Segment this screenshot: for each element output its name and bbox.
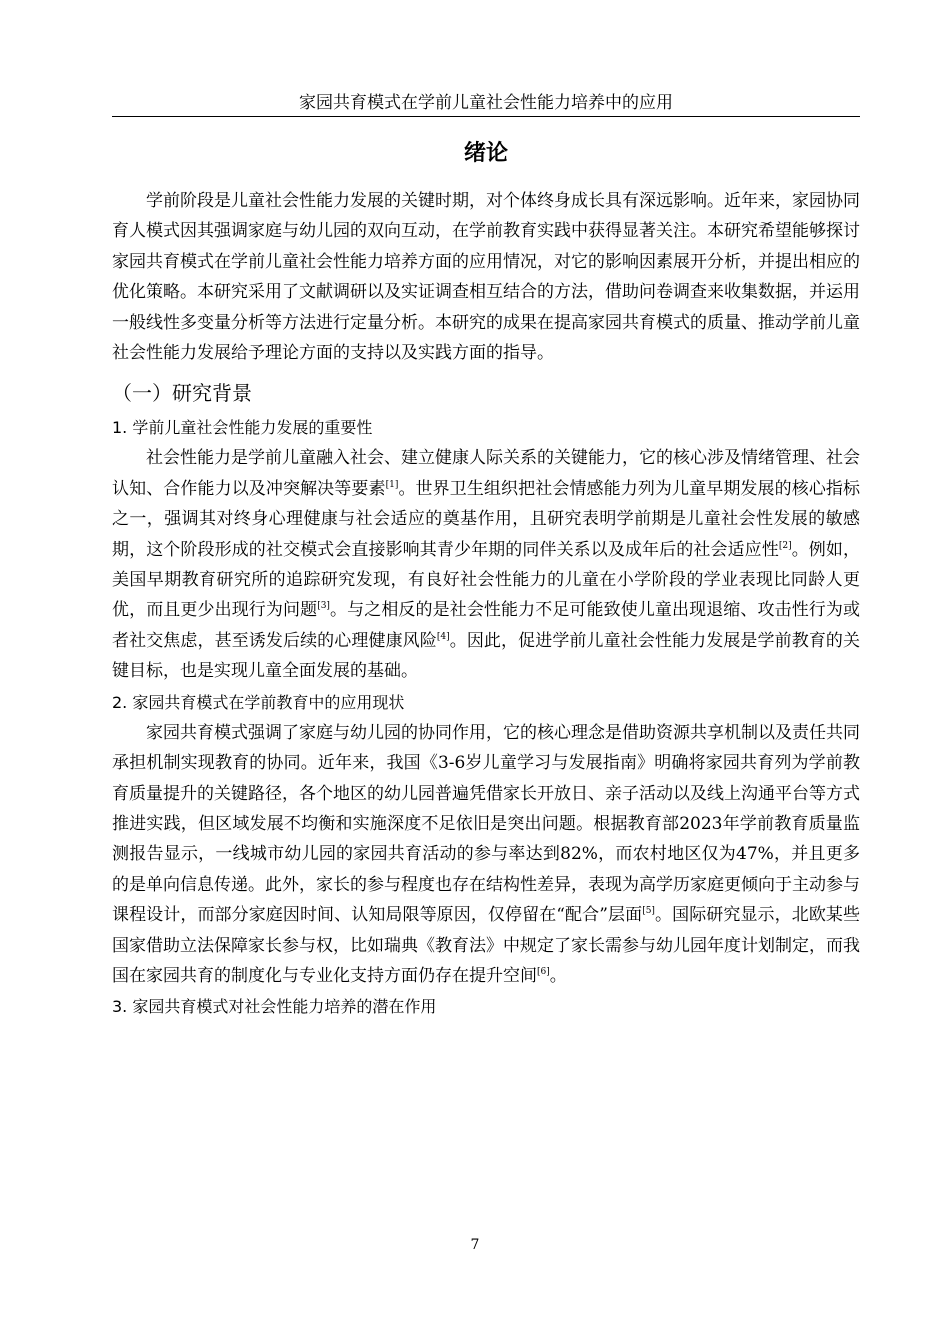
text-segment: 。与之相反的是社会性能力不足可能致使儿童出现退缩、攻击性行为或者社交焦虑，甚至诱发后续的心理健康风险 xyxy=(112,600,861,651)
paragraph-application-status xyxy=(112,718,860,992)
subheading-importance: 1. 学前儿童社会性能力发展的重要性 xyxy=(112,418,373,438)
chapter-title: 绪论 xyxy=(463,141,508,166)
text-segment: 。例如，美国早期教育研究所的追踪研究发现，有良好社会性能力的儿童在小学阶段的学业表现比同龄人更优，而且更少出现行为问题 xyxy=(112,539,861,621)
text-segment: 。国际研究显示，北欧某些国家借助立法保障家长参与权，比如瑞典《教育法》中规定了家长需参与幼儿园年度计划制定，而我国在家园共育的制度化与专业化支持方面仍存在提升空间 xyxy=(112,905,860,986)
citation-ref: [4] xyxy=(436,631,450,642)
citation-ref: [6] xyxy=(537,966,550,977)
citation-ref: [1] xyxy=(385,479,399,490)
paragraph-importance xyxy=(112,443,860,686)
citation-ref: [5] xyxy=(642,906,655,917)
text-segment: 。因此，促进学前儿童社会性能力发展是学前教育的关键目标，也是实现儿童全面发展的基础。 xyxy=(112,630,861,682)
citation-ref: [3] xyxy=(317,601,330,612)
section-heading-research-background: （一）研究背景 xyxy=(112,381,252,406)
text-segment: 。世界卫生组织把社会情感能力列为儿童早期发展的核心指标之一，强调其对终身心理健康与社会适应的奠基作用，且研究表明学前期是儿童社会性发展的敏感期，这个阶段形成的社交模式会直接影响其青少年期的同伴关系以及成年后的社会适应性 xyxy=(112,478,861,560)
subheading-application-status: 2. 家园共育模式在学前教育中的应用现状 xyxy=(112,692,405,712)
text-segment: 家园共育模式强调了家庭与幼儿园的协同作用，它的核心理念是借助资源共享机制以及责任共同承担机制实现教育的协同。近年来，我国《3-6岁儿童学习与发展指南》明确将家园共育列为学前教育质量提升的关键路径，各个地区的幼儿园普遍凭借家长开放日、亲子活动以及线上沟通平台等方式推进实践，但区域发展不均衡和实施深度不足依旧是突出问题。根据教育部2023年学前教育质量监测报告显示，一线城市幼儿园的家园共育活动的参与率达到82%，而农村地区仅为47%，并且更多的是单向信息传递。此外，家长的参与程度也存在结构性差异，表现为高学历家庭更倾向于主动参与课程设计，而部分家庭因时间、认知局限等原因，仅停留在“配合”层面 xyxy=(112,722,860,926)
intro-paragraph: 学前阶段是儿童社会性能力发展的关键时期，对个体终身成长具有深远影响。近年来，家园协同育人模式因其强调家庭与幼儿园的双向互动，在学前教育实践中获得显著关注。本研究希望能够探讨家园共育模式在学前儿童社会性能力培养方面的应用情况，对它的影响因素展开分析，并提出相应的优化策略。本研究采用了文献调研以及实证调查相互结合的方法，借助问卷调查来收集数据，并运用一般线性多变量分析等方法进行定量分析。本研究的成果在提高家园共育模式的质量、推动学前儿童社会性能力发展给予理论方面的支持以及实践方面的指导。 xyxy=(112,191,860,364)
body-content xyxy=(112,186,860,1022)
citation-ref: [2] xyxy=(778,540,792,551)
header-rule xyxy=(112,116,860,117)
text-segment: 。 xyxy=(549,965,567,986)
page-number: 7 xyxy=(470,1237,480,1253)
running-header: 家园共育模式在学前儿童社会性能力培养中的应用 xyxy=(299,93,673,113)
text-segment: 社会性能力是学前儿童融入社会、建立健康人际关系的关键能力，它的核心涉及情绪管理、社会认知、合作能力以及冲突解决等要素 xyxy=(112,448,860,499)
subheading-potential-role: 3. 家园共育模式对社会性能力培养的潜在作用 xyxy=(112,997,437,1017)
